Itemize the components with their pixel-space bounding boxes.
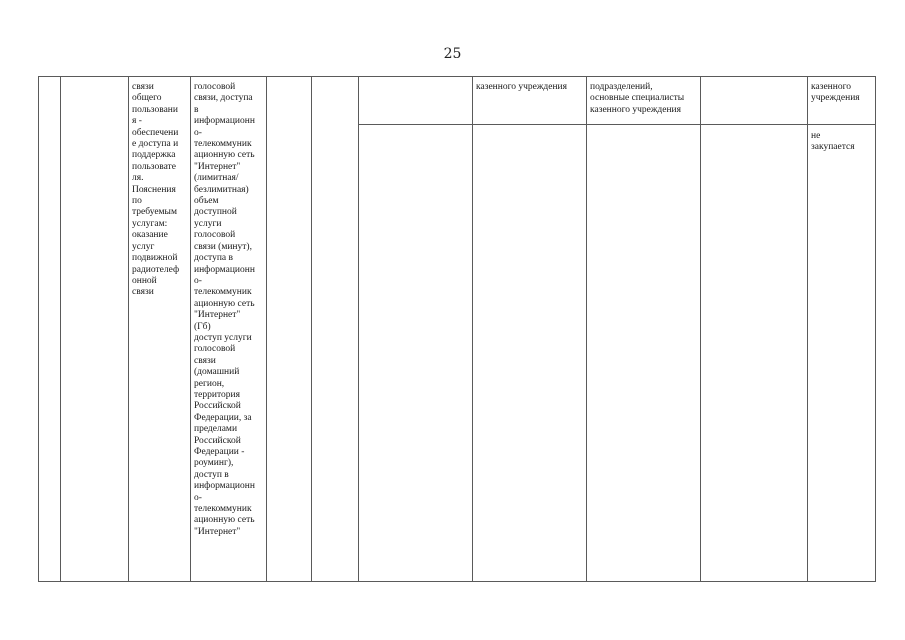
table-border-right: [875, 76, 876, 582]
column-divider: [266, 76, 267, 582]
service-description-cell: связи общего пользовани я - обеспечени е доступа и поддержка пользовате ля. Пояснения по требуемым услугам: оказание услуг подвижной радиотелеф онной связи: [132, 82, 180, 298]
table-border-top: [38, 76, 876, 77]
column-divider: [190, 76, 191, 582]
row-divider: [358, 124, 876, 125]
institution-cell: казенного учреждения: [476, 82, 568, 92]
column-divider: [700, 76, 701, 582]
requirements-table: [38, 76, 876, 582]
column-divider: [311, 76, 312, 582]
column-divider: [128, 76, 129, 582]
column-divider: [60, 76, 61, 582]
institution-cell-last: казенного учреждения: [811, 82, 860, 104]
not-purchased-cell: не закупается: [811, 131, 855, 153]
column-divider: [472, 76, 473, 582]
page-number: 25: [443, 46, 462, 62]
column-divider: [807, 76, 808, 582]
service-characteristics-cell: голосовой связи, доступа в информационн о- телекоммуник ационную сеть "Интернет" (лимитная/ безлимитная) объем доступной услуги голосовой связи (минут), доступа в информационн о- телекоммуник ационную сеть "Интернет" (Гб) доступ услуги голосовой связи (домашний регион, территория Российской Федерации, за пределами Российской Федерации - роуминг), доступ в информационн о- телекоммуник ационную сеть "Интернет": [194, 82, 255, 537]
table-border-left: [38, 76, 39, 582]
table-border-bottom: [38, 581, 876, 582]
column-divider: [586, 76, 587, 582]
subdivisions-cell: подразделений, основные специалисты казенного учреждения: [590, 82, 685, 115]
column-divider: [358, 76, 359, 582]
